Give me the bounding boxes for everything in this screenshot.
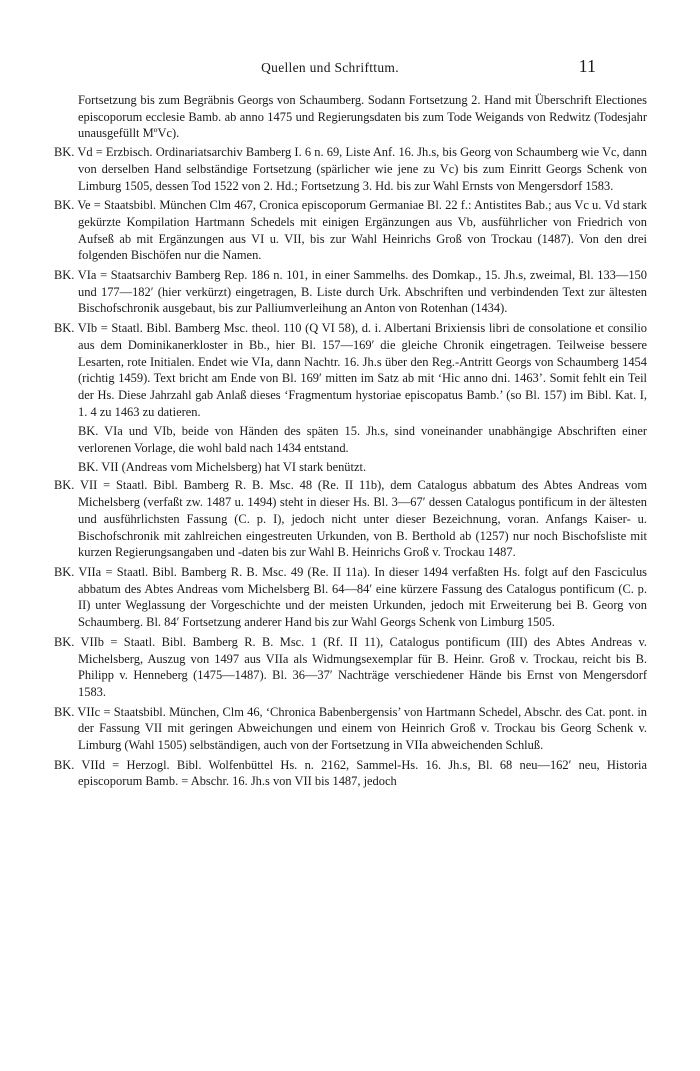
- running-head: [70, 56, 596, 80]
- page-body: [54, 92, 647, 793]
- entry-viia: BK. VIIa = Staatl. Bibl. Bamberg R. B. Msc. 49 (Re. II 11a). In dieser 1494 verfaßten Hs. folgt auf den Fasciculus abbatum des Abtes Andreas vom Michelsberg Bl. 64—84′ eine kürzere Fassung des Catalogus pontificum (C. p. II) unter Weglassung der Vorgeschichte und der meisten Urkunden, jedoch mit Erweiterung bei B. Georg von Schaumberg. Bl. 84′ Fortsetzung anderer Hand bis zur Wahl Georgs Schenk von Limburg 1505.: [54, 564, 647, 630]
- entry-vd: BK. Vd = Erzbisch. Ordinariatsarchiv Bamberg I. 6 n. 69, Liste Anf. 16. Jh.s, bis Georg von Schaumberg wie Vc, dann von derselben Hand selbständige Fortsetzung (spärlicher wie jene zu Vc) bis zum Einritt Georgs Schenk von Limburg 1505, dessen Tod 1522 von 2. Hd.; Fortsetzung 3. Hd. bis zur Wahl Ernsts von Mengersdorf 1583.: [54, 145, 647, 193]
- page-number: 11: [578, 56, 596, 76]
- entry-ve: BK. Ve = Staatsbibl. München Clm 467, Cronica episcoporum Germaniae Bl. 22 f.: Antistites Bab.; aus Vc u. Vd stark gekürzte Kompilation Hartmann Schedels mit einigen Ergänzungen aus Vb, ausführlicher von Friedrich von Aufseß ab mit Ergänzungen aus VI u. VII, bis zur Wahl Heinrichs Groß von Trockau (1487). Von den drei folgenden Bischöfen nur die Namen.: [54, 198, 647, 263]
- running-head-title: Quellen und Schrifttum.: [261, 60, 399, 75]
- entry-viic: BK. VIIc = Staatsbibl. München, Clm 46, ‘Chronica Babenbergensis’ von Hartmann Schedel, Abschr. des Cat. pont. in der Fassung VII mit geringen Abweichungen und einem von Heinrich Groß v. Trockau bis Georg Schenk v. Limburg (Wahl 1505) selbständigen, auch von der Fortsetzung in VIIa abweichenden Schluß.: [54, 704, 647, 753]
- note-via-vib: BK. VIa und VIb, beide von Händen des späten 15. Jh.s, sind voneinander unabhängige Abschriften einer verlorenen Vorlage, die wohl bald nach 1434 entstand.: [78, 424, 647, 456]
- paragraph-continuation: Fortsetzung bis zum Begräbnis Georgs von Schaumberg. Sodann Fortsetzung 2. Hand mit Überschrift Electiones episcoporum ecclesie Bamb. ab anno 1475 und Regierungsdaten bis zum Tode Weigands von Redwitz (Todesjahr unausgefüllt MºVc).: [78, 93, 647, 141]
- entry-vib: BK. VIb = Staatl. Bibl. Bamberg Msc. theol. 110 (Q VI 58), d. i. Albertani Brixiensis libri de consolatione et consilio aus dem Dominikanerkloster in Bb., hier Bl. 157—169′ die gleiche Chronik eingetragen. Teilweise bessere Lesarten, rote Initialen. Endet wie VIa, dann Nachtr. 16. Jh.s über den Reg.-Antritt Georgs von Schaumberg 1454 (richtig 1459). Text bricht am Ende von Bl. 169′ mitten im Satz ab mit ‘Hic anno dni. 1463’. Somit fehlt ein Teil der Hs. Diese Jahrzahl gab Anlaß dieses ‘Fragmentum hystoriae episcopatus Bamb.’ (so Bl. 157) im Bibl. Kat. I, 1. 4 zu 1463 zu datieren.: [54, 321, 647, 419]
- note-vii-uses-vi: BK. VII (Andreas vom Michelsberg) hat VI stark benützt.: [78, 459, 367, 474]
- entry-viid: BK. VIId = Herzogl. Bibl. Wolfenbüttel Hs. n. 2162, Sammel-Hs. 16. Jh.s, Bl. 68 neu—162′ neu, Historia episcoporum Bamb. = Abschr. 16. Jh.s von VII bis 1487, jedoch: [54, 757, 647, 789]
- entry-via: BK. VIa = Staatsarchiv Bamberg Rep. 186 n. 101, in einer Sammelhs. des Domkap., 15. Jh.s, zweimal, Bl. 133—150 und 177—182′ (hier verkürzt) eingetragen, B. Liste durch Urk. Abschriften und verbindenden Text zur ältesten Bischofschronik ausgebaut, bis zur Palliumverleihung an Anton von Rotenhan (1434).: [54, 268, 647, 316]
- entry-viib: BK. VIIb = Staatl. Bibl. Bamberg R. B. Msc. 1 (Rf. II 11), Catalogus pontificum (III) des Abtes Andreas v. Michelsberg, Auszug von 1497 aus VIIa als Widmungsexemplar für B. Heinr. Groß v. Trockau, reicht bis B. Philipp v. Henneberg (1475—1487). Bl. 36—37′ Nachträge verschiedener Hände bis Ernst von Mengersdorf 1583.: [54, 634, 647, 699]
- entry-vii: BK. VII = Staatl. Bibl. Bamberg R. B. Msc. 48 (Re. II 11b), dem Catalogus abbatum des Abtes Andreas vom Michelsberg (verfaßt zw. 1487 u. 1494) steht in dieser Hs. Bl. 3—67′ dessen Catalogus pontificum in der ältesten und ausführlichsten Fassung (C. p. I), jedoch nicht unter dieser Bezeichnung, voran. Anfangs Kaiser- u. Bischofschronik mit zahlreichen eingestreuten Urkunden, von B. Berthold ab (1257) nur noch Bischofsliste mit kurzen Regierungsangaben und -daten bis zur Wahl B. Heinrichs Groß v. Trockau 1487.: [54, 478, 647, 560]
